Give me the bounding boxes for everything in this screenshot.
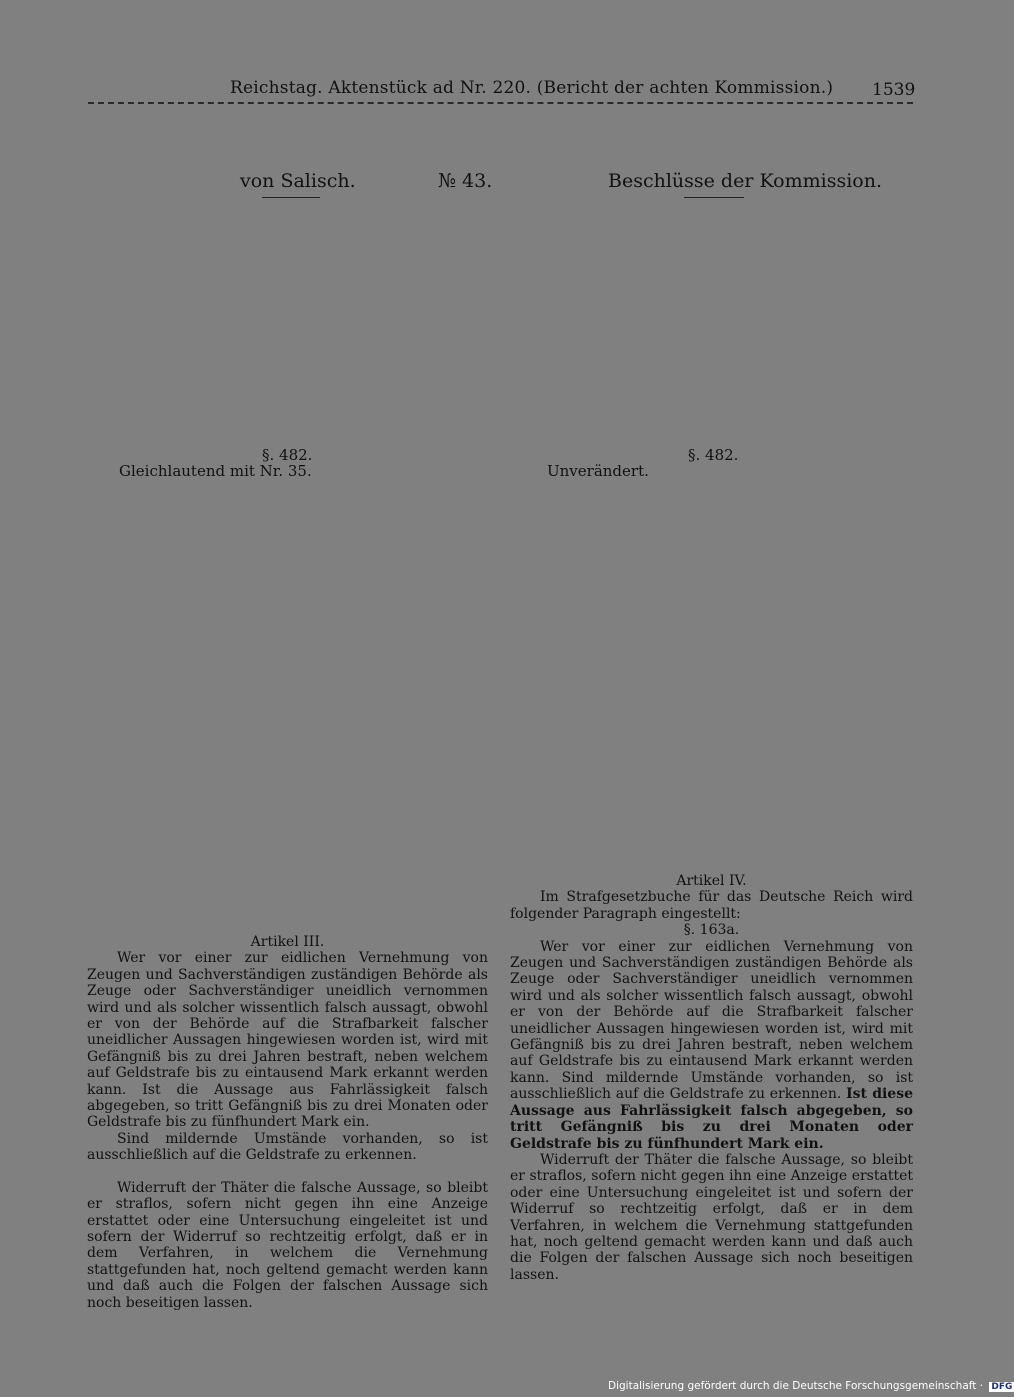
article-4-title: Artikel IV. [676, 873, 747, 889]
article-4-intro: Im Strafgesetzbuche für das Deutsche Reich wird folgender Paragraph eingestellt: [510, 889, 913, 922]
section-482-left-text: Gleichlautend mit Nr. 35. [119, 462, 312, 480]
article-3-title: Artikel III. [250, 934, 325, 950]
left-column-article-3 [87, 934, 488, 1311]
section-482-right-text: Unverändert. [547, 462, 649, 480]
article-4-paragraph-1 [510, 939, 913, 1152]
column-head-right: Beschlüsse der Kommission. [608, 170, 882, 192]
header-rule [88, 102, 913, 104]
article-4-paragraph-2: Widerruft der Thäter die falsche Aussage, so bleibt er straflos, sofern nicht gegen ihn eine Anzeige erstattet oder eine Untersuchung eingeleitet ist und sofern der Widerruf so rechtzeitig erfolgt, daß er in dem Verfahren, in welchem die Vernehmung stattgefunden hat, noch geltend gemacht werden kann und daß auch die Folgen der falschen Aussage sich noch beseitigen lassen. [510, 1151, 913, 1283]
section-163a-label: §. 163a. [683, 922, 740, 939]
article-3-paragraph-2: Sind mildernde Umstände vorhanden, so ist ausschließlich auf die Geldstrafe zu erkennen. [87, 1130, 488, 1164]
section-482-right-label: §. 482. [688, 446, 739, 464]
page-number: 1539 [872, 80, 916, 100]
column-head-left: von Salisch. [240, 170, 356, 192]
running-head: Reichstag. Aktenstück ad Nr. 220. (Bericht der achten Kommission.) [230, 78, 834, 98]
column-head-left-rule [262, 197, 320, 198]
column-head-number: № 43. [438, 170, 493, 192]
dfg-logo: DFG [991, 1382, 1013, 1392]
footer-credit: Digitalisierung gefördert durch die Deutsche Forschungsgemeinschaft · DFG [608, 1380, 1013, 1392]
right-column-article-4 [510, 873, 913, 1283]
article-3-paragraph-3: Widerruft der Thäter die falsche Aussage, so bleibt er straflos, sofern nicht gegen ihn eine Anzeige erstattet oder eine Untersuchung eingeleitet ist und sofern der Widerruf so rechtzeitig erfolgt, daß er in dem Verfahren, in welchem die Vernehmung stattgefunden hat, noch geltend gemacht werden kann und daß auch die Folgen der falschen Aussage sich noch beseitigen lassen. [87, 1179, 488, 1311]
footer-text: Digitalisierung gefördert durch die Deutsche Forschungsgemeinschaft [608, 1380, 977, 1392]
section-482-left-label: §. 482. [262, 446, 313, 464]
article-4-paragraph-1-text: Wer vor einer zur eidlichen Vernehmung von Zeugen und Sachverständigen zuständigen Behörde als Zeuge oder Sachverständiger uneidlich vernommen wird und als solcher wissentlich falsch aussagt, obwohl er von der Behörde auf die Strafbarkeit falscher uneidlicher Aussagen hingewiesen worden ist, wird mit Gefängniß bis zu drei Jahren bestraft, neben welchem auf Geldstrafe bis zu eintausend Mark erkannt werden kann. Sind mildernde Umstände vorhanden, so ist ausschließlich auf die Geldstrafe zu erkennen. [510, 938, 913, 1103]
article-4-paragraph-1-bold: Ist diese Aussage aus Fahrlässigkeit falsch abgegeben, so tritt Gefängniß bis zu drei Monaten oder Geldstrafe bis zu fünfhundert Mark ein. [510, 1086, 913, 1152]
article-3-paragraph-1: Wer vor einer zur eidlichen Vernehmung von Zeugen und Sachverständigen zuständigen Behörde als Zeuge oder Sachverständiger uneidlich vernommen wird und als solcher wissentlich falsch aussagt, obwohl er von der Behörde auf die Strafbarkeit falscher uneidlicher Aussagen hingewiesen worden ist, wird mit Gefängniß bis zu drei Jahren bestraft, neben welchem auf Geldstrafe bis zu eintausend Mark erkannt werden kann. Ist die Aussage aus Fahrlässigkeit falsch abgegeben, so tritt Gefängniß bis zu drei Monaten oder Geldstrafe bis zu fünfhundert Mark ein. [87, 950, 488, 1131]
column-head-right-rule [684, 197, 744, 198]
